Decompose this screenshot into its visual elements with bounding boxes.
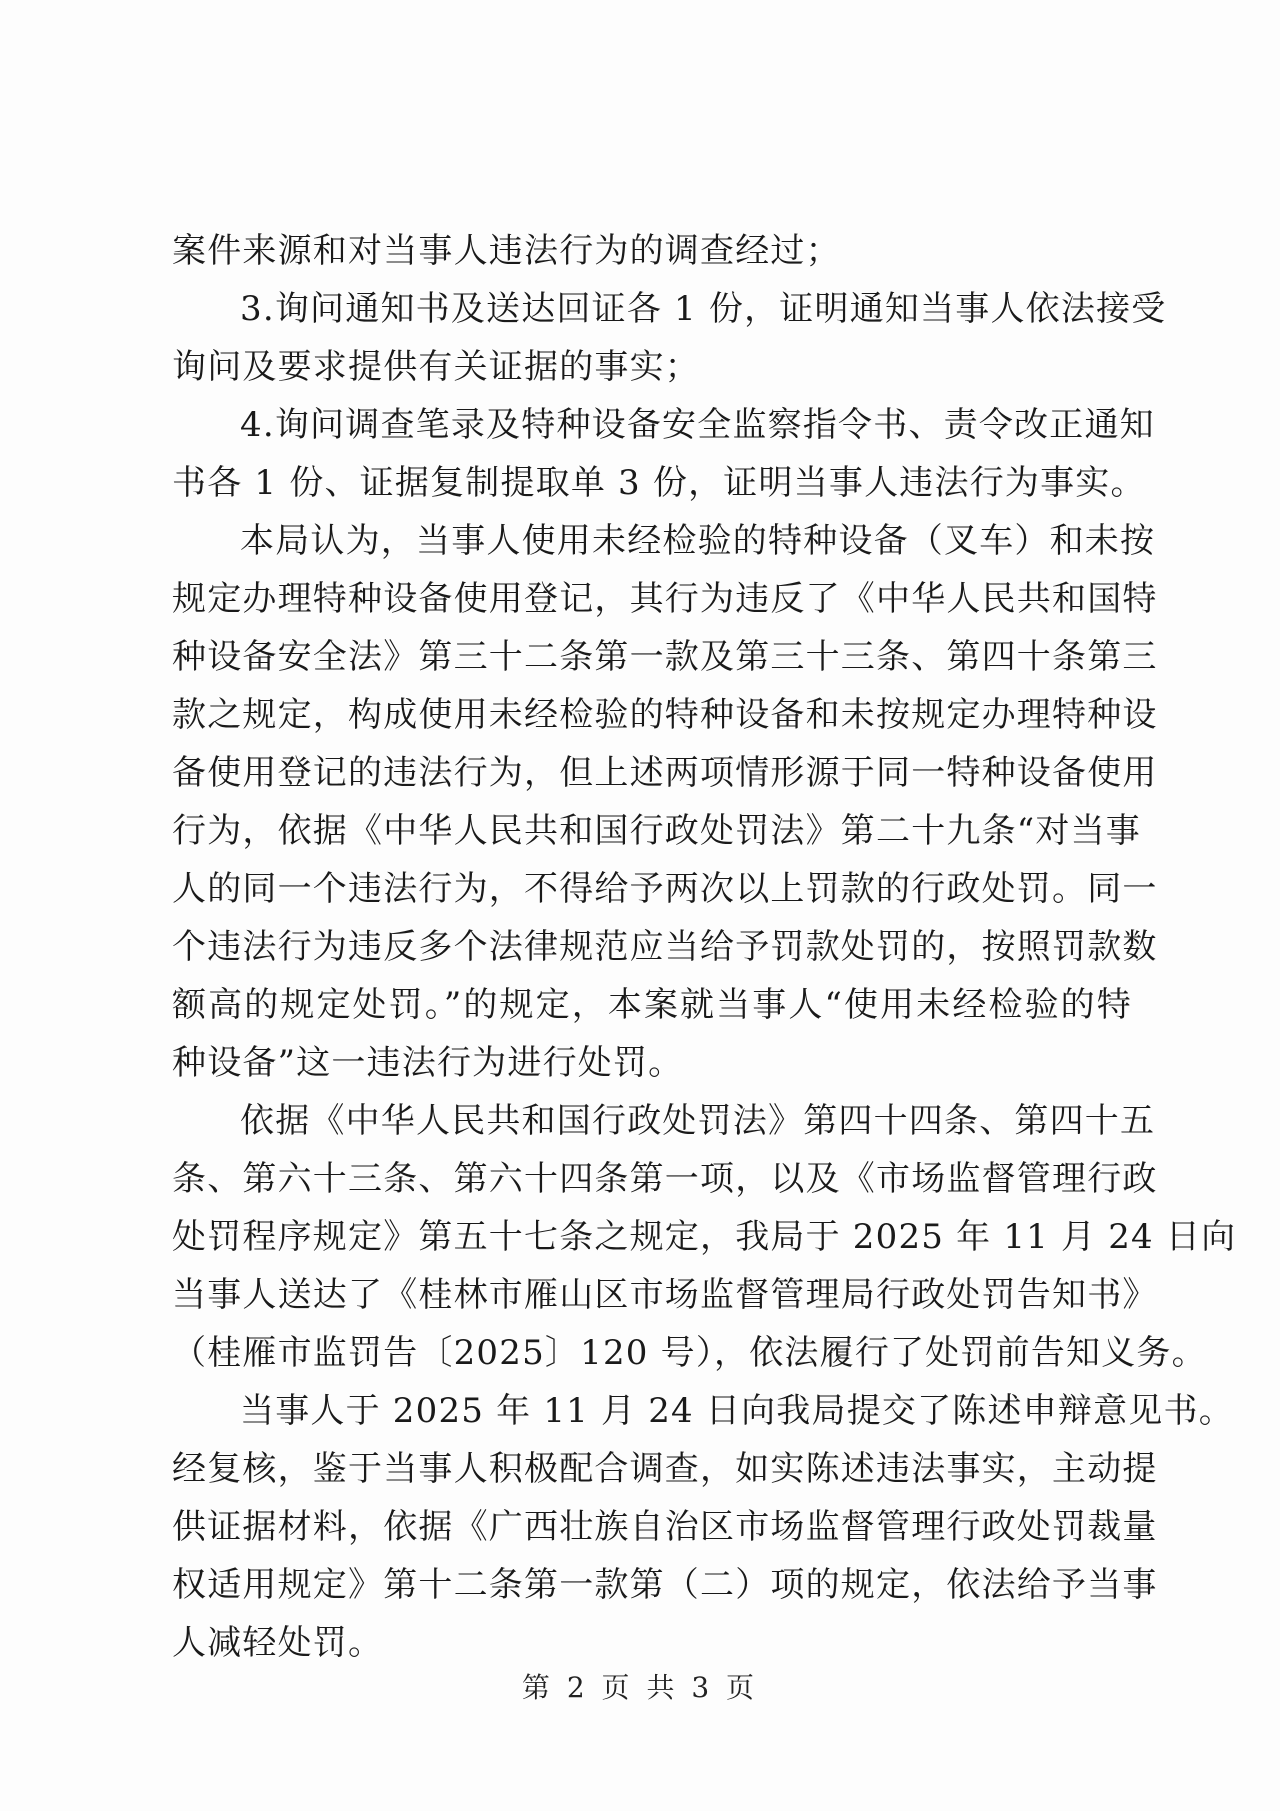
text-line: 条、第六十三条、第六十四条第一项，以及《市场监督管理行政: [172, 1159, 1158, 1199]
text-line: 本局认为，当事人使用未经检验的特种设备（叉车）和未按: [240, 521, 1156, 561]
text-line: 权适用规定》第十二条第一款第（二）项的规定，依法给予当事: [172, 1565, 1158, 1605]
text-line: 处罚程序规定》第五十七条之规定，我局于 2025 年 11 月 24 日向: [172, 1217, 1237, 1257]
text-line: 案件来源和对当事人违法行为的调查经过；: [172, 231, 841, 271]
text-line: 供证据材料，依据《广西壮族自治区市场监督管理行政处罚裁量: [172, 1507, 1158, 1547]
text-line: 种设备安全法》第三十二条第一款及第三十三条、第四十条第三: [172, 637, 1158, 677]
text-line: 行为，依据《中华人民共和国行政处罚法》第二十九条“对当事: [172, 811, 1141, 851]
text-line: 当事人于 2025 年 11 月 24 日向我局提交了陈述申辩意见书。: [240, 1391, 1234, 1431]
text-line: （桂雁市监罚告〔2025〕120 号），依法履行了处罚前告知义务。: [172, 1333, 1207, 1373]
text-line: 人的同一个违法行为，不得给予两次以上罚款的行政处罚。同一: [172, 869, 1158, 909]
text-line: 当事人送达了《桂林市雁山区市场监督管理局行政处罚告知书》: [172, 1275, 1158, 1315]
text-line: 人减轻处罚。: [172, 1623, 384, 1663]
document-body: [172, 222, 1237, 1672]
page-number-footer: 第 2 页 共 3 页: [521, 1671, 759, 1704]
text-line: 款之规定，构成使用未经检验的特种设备和未按规定办理特种设: [172, 695, 1158, 735]
text-line: 个违法行为违反多个法律规范应当给予罚款处罚的，按照罚款数: [172, 927, 1158, 967]
text-line: 规定办理特种设备使用登记，其行为违反了《中华人民共和国特: [172, 579, 1158, 619]
text-line: 种设备”这一违法行为进行处罚。: [172, 1043, 684, 1083]
text-line: 书各 1 份、证据复制提取单 3 份，证明当事人违法行为事实。: [172, 463, 1146, 503]
text-line: 额高的规定处罚。”的规定，本案就当事人“使用未经检验的特: [172, 985, 1132, 1025]
text-line: 询问及要求提供有关证据的事实；: [172, 347, 700, 387]
text-line: 经复核，鉴于当事人积极配合调查，如实陈述违法事实，主动提: [172, 1449, 1158, 1489]
text-line: 依据《中华人民共和国行政处罚法》第四十四条、第四十五: [240, 1101, 1156, 1141]
text-line: 3.询问通知书及送达回证各 1 份，证明通知当事人依法接受: [240, 289, 1167, 329]
text-line: 备使用登记的违法行为，但上述两项情形源于同一特种设备使用: [172, 753, 1158, 793]
text-line: 4.询问调查笔录及特种设备安全监察指令书、责令改正通知: [240, 405, 1155, 445]
